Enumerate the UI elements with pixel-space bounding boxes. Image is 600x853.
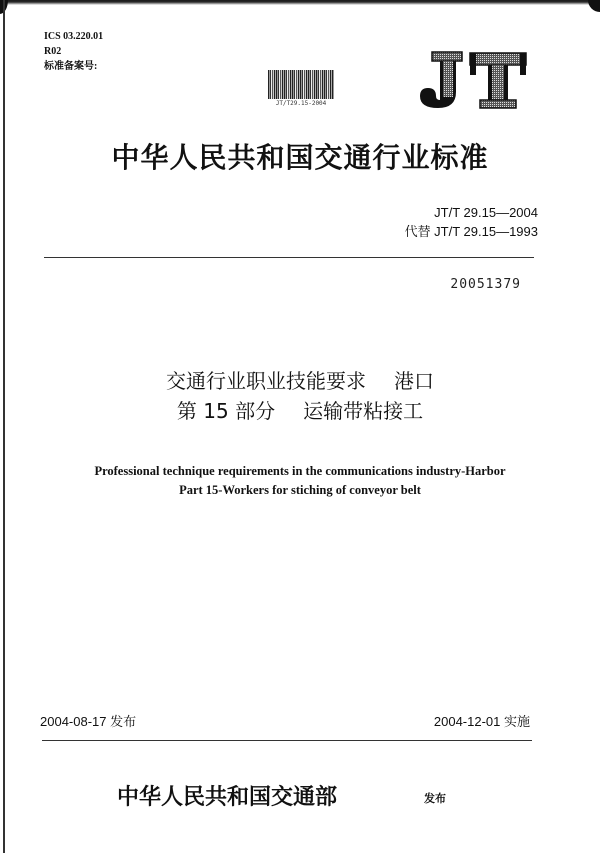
title-cn-line2: 第 15 部分 运输带粘接工 (176, 399, 424, 423)
publisher-name: 中华人民共和国交通部 (117, 784, 338, 810)
publisher-action: 发布 (424, 792, 446, 805)
scan-edge-top (0, 0, 600, 5)
jt-logo-icon (410, 50, 530, 110)
divider-bottom (42, 740, 532, 741)
classification-code: R02 (44, 46, 62, 57)
scan-corner-top-right (588, 0, 600, 12)
document-title-cn (0, 366, 600, 426)
title-cn-line1: 交通行业职业技能要求 港口 (166, 369, 434, 393)
ics-code: ICS 03.220.01 (44, 31, 104, 42)
scan-edge-left (3, 0, 5, 853)
title-en-line1: Professional technique requirements in the communications industry-Harbor (94, 464, 506, 478)
title-en-line2: Part 15-Workers for stiching of conveyor belt (179, 483, 421, 497)
divider-top (44, 257, 534, 258)
serial-number: 20051379 (450, 277, 521, 292)
filing-number-label: 标准备案号: (44, 61, 98, 72)
effective-date: 2004-12-01 实施 (433, 714, 530, 729)
barcode-icon (268, 70, 334, 99)
standard-code: JT/T 29.15—2004 (434, 205, 538, 220)
barcode-text: JT/T29.15-2004 (275, 100, 327, 107)
replaces-code: 代替 JT/T 29.15—1993 (404, 224, 538, 239)
header-metadata (44, 29, 103, 74)
standard-code-block (405, 203, 538, 241)
standard-category-title: 中华人民共和国交通行业标准 (111, 141, 489, 174)
issue-date: 2004-08-17 发布 (40, 714, 137, 729)
document-title-en (0, 462, 600, 500)
